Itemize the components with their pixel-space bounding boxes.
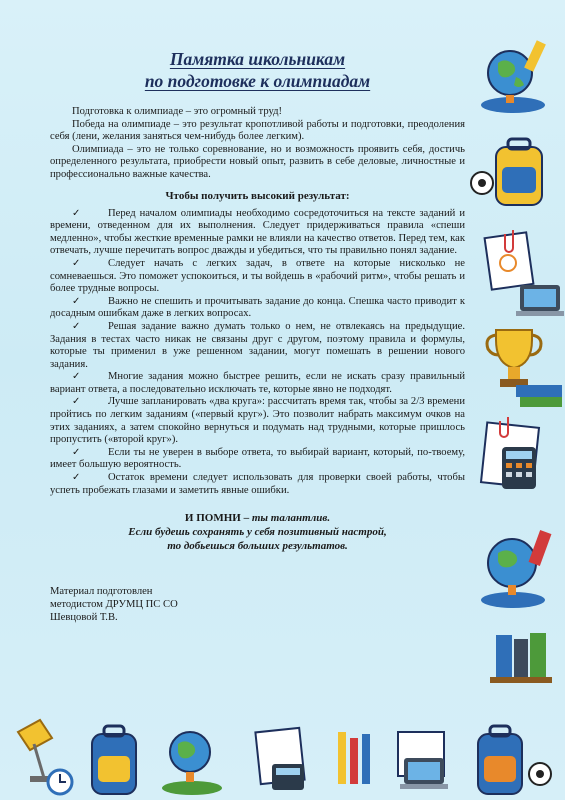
calculator-icon — [481, 417, 539, 489]
page-title — [50, 48, 465, 92]
tip-item — [50, 321, 465, 371]
intro-block — [50, 106, 465, 182]
checkmark-icon: ✓ — [72, 320, 81, 332]
tip-item — [50, 296, 465, 321]
checkmark-icon: ✓ — [72, 472, 81, 484]
tip-text: Лучше запланировать «два круга»: рассчитать время так, чтобы за 2/3 времени пройтись по легким заданиям («первый круг»). Это позволит набрать максимум очков на этих заданиях, а затем спокойно вернуться и подумать над трудными, которые пришлось пропустить («второй круг»). — [50, 396, 465, 446]
tip-text: Остаток времени следует использовать для проверки своей работы, чтобы успеть пробежать глазами и заметить явные ошибки. — [50, 472, 465, 496]
tip-item — [50, 472, 465, 497]
checkmark-icon: ✓ — [72, 371, 81, 383]
tip-text: Перед началом олимпиады необходимо сосредоточиться на тексте заданий и времени, отведенном для их выполнения. Следует придерживаться правила «спеши медленно», чтобы жесткие временные рамки не влияли на качество ответов. Перед тем, как отвечать, лучше перечитать вопрос дважды и убедиться, что ты правильно понял задание. — [50, 207, 465, 257]
author-line-1: Материал подготовлен — [50, 586, 153, 598]
checkmark-icon: ✓ — [72, 396, 81, 408]
title-line-2: по подготовке к олимпиадам — [144, 71, 371, 91]
tip-item — [50, 258, 465, 296]
trophy-icon — [487, 330, 562, 407]
intro-paragraph-1: Подготовка к олимпиаде – это огромный труд! — [72, 106, 283, 117]
globe-icon — [481, 40, 546, 113]
globe-icon-bottom — [162, 732, 222, 795]
checkmark-icon: ✓ — [72, 207, 81, 219]
author-line-2: методистом ДРУМЦ ПС СО — [50, 599, 178, 611]
school-supplies-illustration — [468, 35, 565, 715]
author-block — [50, 585, 465, 624]
backpack-icon-bottom — [92, 726, 136, 794]
globe-icon-2 — [481, 530, 551, 608]
intro-paragraph-3: Олимпиада – это не только соревнование, но и возможность проявить себя, достичь определенного результата, приобрести новый опыт, развить в себе деловые, личностные и профессионально важные качества. — [50, 143, 465, 180]
tip-item — [50, 447, 465, 472]
tip-item — [50, 371, 465, 396]
notebook-icon — [485, 230, 564, 316]
remember-note — [50, 511, 465, 525]
footer-illustration — [0, 712, 565, 800]
alarm-clock-icon — [48, 770, 72, 794]
tips-list — [50, 208, 465, 498]
section-heading: Чтобы получить высокий результат: — [165, 189, 350, 202]
intro-paragraph-2: Победа на олимпиаде – это результат кропотливой работы и подготовки, преодоления себя (лени, желания заняться чем-нибудь более легким). — [50, 118, 465, 143]
remember-line-3: то добьешься больших результатов. — [167, 540, 348, 553]
remember-bold: И ПОМНИ – — [184, 512, 250, 525]
pencils-icon — [338, 732, 370, 784]
checkmark-icon: ✓ — [72, 295, 81, 307]
remember-italic: ты талантлив. — [249, 512, 331, 525]
title-line-1: Памятка школьникам — [169, 49, 346, 69]
backpack-icon — [471, 139, 542, 205]
paper-icon — [255, 728, 304, 790]
tip-text: Многие задания можно быстрее решить, если не искать сразу правильный вариант ответа, а последовательно исключать те, которые явно не подходят. — [50, 371, 465, 395]
remember-line-2: Если будешь сохранять у себя позитивный настрой, — [128, 526, 387, 539]
checkmark-icon: ✓ — [72, 446, 81, 458]
tip-text: Решая задание важно думать только о нем, не отвлекаясь на предыдущие. Задания в тестах часто никак не связаны друг с другом, поэтому правила и формулы, которые ты применил в уже решенном задании, могут помешать в решении нового задания. — [50, 320, 465, 370]
tip-item — [50, 208, 465, 258]
tip-text: Важно не спешить и прочитывать задание до конца. Спешка часто приводит к досадным ошибкам даже в легких вопросах. — [50, 295, 465, 320]
memo-content — [50, 48, 465, 624]
tip-item — [50, 396, 465, 446]
checkmark-icon: ✓ — [72, 257, 81, 269]
backpack-icon-bottom-2 — [478, 726, 551, 794]
tip-text: Следует начать с легких задач, в ответе на которые нисколько не сомневаешься. Это поможет успокоиться, и ты войдешь в «рабочий ритм», чтобы решать и более трудные вопросы. — [50, 257, 465, 295]
author-line-3: Шевцовой Т.В. — [50, 612, 118, 624]
tip-text: Если ты не уверен в выборе ответа, то выбирай вариант, который, по-твоему, имеет большую вероятность. — [50, 446, 465, 471]
laptop-icon — [398, 732, 448, 789]
books-icon — [490, 633, 552, 683]
